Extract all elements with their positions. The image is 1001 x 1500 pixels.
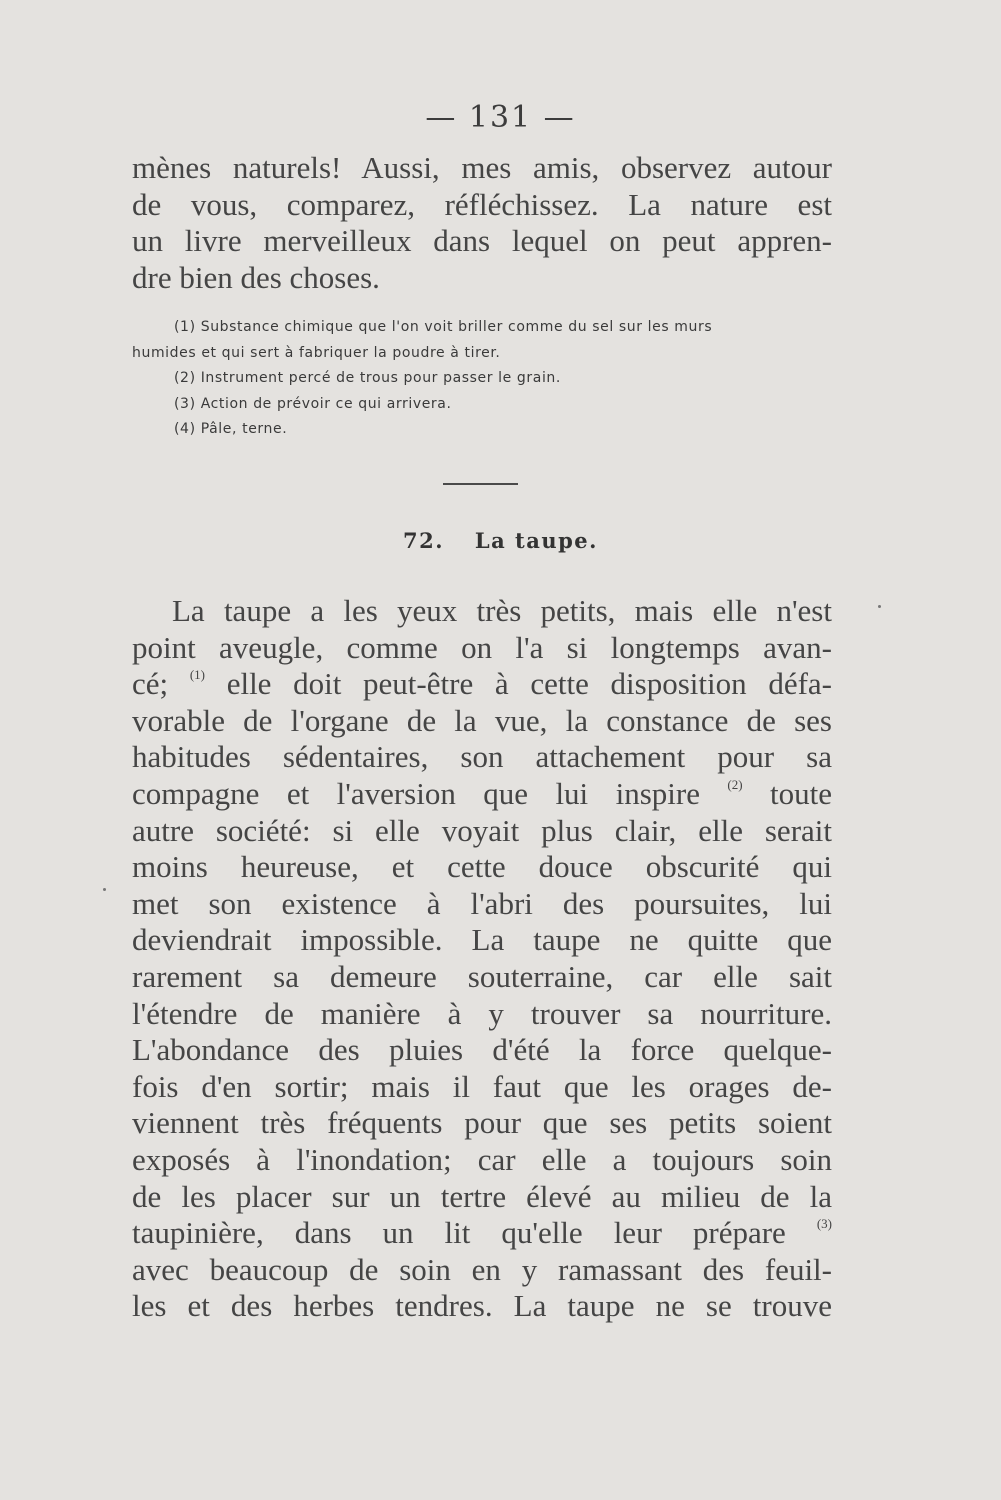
text-line: point aveugle, comme on l'a si longtemps avan-	[132, 629, 832, 665]
text-line	[132, 776, 832, 813]
text-line: rarement sa demeure souterraine, car elle sait	[132, 958, 832, 994]
footnote-text: Substance chimique que l'on voit briller comme du sel sur les murs	[200, 319, 713, 335]
text-line: moins heureuse, et cette douce obscurité qui	[132, 849, 832, 885]
page-number: — 131 —	[425, 100, 576, 135]
text-line: habitudes sédentaires, son attachement pour sa	[132, 739, 832, 775]
text-line: vorable de l'organe de la vue, la constance de ses	[132, 702, 832, 738]
footnote-text: Action de prévoir ce qui arrivera.	[200, 395, 452, 412]
text-line: mènes naturels! Aussi, mes amis, observez autour	[132, 150, 832, 185]
body-paragraph	[132, 593, 832, 1325]
text-line: La taupe a les yeux très petits, mais elle n'est	[172, 593, 832, 628]
text-line: L'abondance des pluies d'été la force quelque-	[132, 1032, 832, 1068]
footnote-ref: (3)	[816, 1215, 832, 1231]
section-divider	[443, 483, 518, 485]
footnote	[132, 315, 842, 341]
footnote	[132, 417, 842, 443]
text-line: l'étendre de manière à y trouver sa nourriture.	[132, 995, 832, 1031]
text-segment: toute	[742, 775, 832, 811]
text-line: fois d'en sortir; mais il faut que les orages de-	[132, 1068, 832, 1104]
text-line: avec beaucoup de soin en y ramassant des feuil-	[132, 1251, 832, 1287]
footnote-text: Instrument percé de trous pour passer le grain.	[200, 370, 561, 386]
footnote	[132, 366, 842, 392]
text-segment: cé;	[132, 666, 190, 702]
section-title: La taupe.	[474, 528, 598, 553]
footnote-marker: (1)	[174, 319, 196, 335]
paper-speck	[103, 888, 106, 891]
text-line	[132, 1215, 832, 1252]
text-segment: elle doit peut-être à cette disposition défa-	[205, 666, 832, 702]
text-line: met son existence à l'abri des poursuites, lui	[132, 885, 832, 921]
text-line: deviendrait impossible. La taupe ne quitte que	[132, 922, 832, 958]
footnotes-list	[132, 315, 842, 443]
footnote-ref: (2)	[727, 776, 743, 792]
text-line: les et des herbes tendres. La taupe ne se trouve	[132, 1288, 832, 1324]
text-line: exposés à l'inondation; car elle a toujours soin	[132, 1141, 832, 1177]
footnote-marker: (2)	[174, 370, 196, 386]
footnote-marker: (4)	[174, 421, 196, 437]
text-line: dre bien des choses.	[132, 259, 380, 295]
footnote-text: Pâle, terne.	[200, 421, 288, 437]
text-line: de vous, comparez, réfléchissez. La nature est	[132, 186, 832, 222]
text-segment: taupinière, dans un lit qu'elle leur prépare	[132, 1215, 817, 1251]
text-line	[132, 666, 832, 703]
footnote	[132, 392, 842, 418]
intro-paragraph	[132, 150, 832, 296]
footnote-continuation: humides et qui sert à fabriquer la poudre à tirer.	[132, 344, 501, 361]
text-line: un livre merveilleux dans lequel on peut appren-	[132, 223, 832, 259]
section-number: 72.	[403, 528, 445, 553]
text-line: viennent très fréquents pour que ses petits soient	[132, 1105, 832, 1141]
footnote-ref: (1)	[189, 666, 205, 682]
section-heading	[0, 528, 1001, 553]
text-segment: compagne et l'aversion que lui inspire	[132, 775, 728, 811]
footnote-marker: (3)	[174, 395, 196, 412]
paper-speck	[878, 605, 881, 608]
text-line: de les placer sur un tertre élevé au milieu de la	[132, 1178, 832, 1214]
text-line: autre société: si elle voyait plus clair, elle serait	[132, 812, 832, 848]
